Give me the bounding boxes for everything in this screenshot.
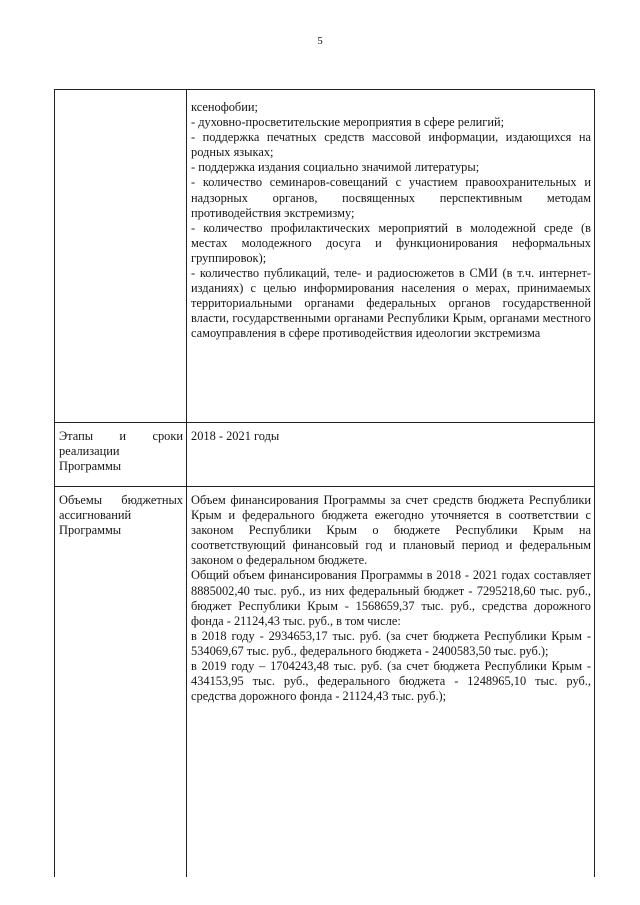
list-item: - поддержка печатных средств массовой информации, издающихся на родных языках;: [191, 130, 591, 160]
list-item: - количество семинаров-совещаний с участием правоохранительных и надзорных органов, посвященных перспективным методам противодействия экстремизму;: [191, 175, 591, 220]
funding-paragraph: в 2019 году – 1704243,48 тыс. руб. (за счет бюджета Республики Крым - 434153,95 тыс. руб., федерального бюджета - 1248965,10 тыс. руб., средства дорожного фонда - 21124,43 тыс. руб.);: [191, 659, 591, 704]
stages-value: 2018 - 2021 годы: [187, 423, 595, 487]
list-item: - духовно-просветительские мероприятия в сфере религий;: [191, 115, 505, 130]
table-row-indicators: [55, 90, 595, 423]
indicators-cell: [187, 90, 595, 423]
funding-cell: [187, 487, 595, 878]
funding-paragraph: Общий объем финансирования Программы в 2018 - 2021 годах составляет 8885002,40 тыс. руб., из них федеральный бюджет - 7295218,60 тыс. руб., бюджет Республики Крым - 1568659,37 тыс. руб., средства дорожного фонда - 21124,43 тыс. руб., в том числе:: [191, 568, 591, 628]
page-number: 5: [317, 35, 323, 47]
funding-label: Объемы бюджетных ассигнований Программы: [55, 487, 187, 878]
funding-paragraph: Объем финансирования Программы за счет средств бюджета Республики Крым и федерального бюджета ежегодно уточняется в соответствии с законом Республики Крым о бюджете Республики Крым на соответствующий финансовый год и плановый период и федеральным законом о федеральном бюджете.: [191, 493, 591, 568]
table-row-stages: [55, 423, 595, 487]
list-item: - количество публикаций, теле- и радиосюжетов в СМИ (в т.ч. интернет-изданиях) с целью информирования населения о мерах, принимаемых территориальными органами федеральных органов государственной власти, государственными органами Республики Крым, органами местного самоуправления в сфере противодействия идеологии экстремизма: [191, 266, 591, 341]
label-cell-empty: [55, 90, 187, 423]
table-row-funding: [55, 487, 595, 878]
list-item: ксенофобии;: [191, 100, 258, 114]
stages-label: Этапы и сроки реализации Программы: [55, 423, 187, 487]
program-passport-table: [54, 89, 595, 877]
list-item: - поддержка издания социально значимой литературы;: [191, 160, 480, 175]
funding-paragraph: в 2018 году - 2934653,17 тыс. руб. (за счет бюджета Республики Крым - 534069,67 тыс. руб., федерального бюджета - 2400583,50 тыс. руб.);: [191, 628, 591, 658]
list-item: - количество профилактических мероприятий в молодежной среде (в местах молодежного досуга и функционирования неформальных группировок);: [191, 220, 591, 265]
